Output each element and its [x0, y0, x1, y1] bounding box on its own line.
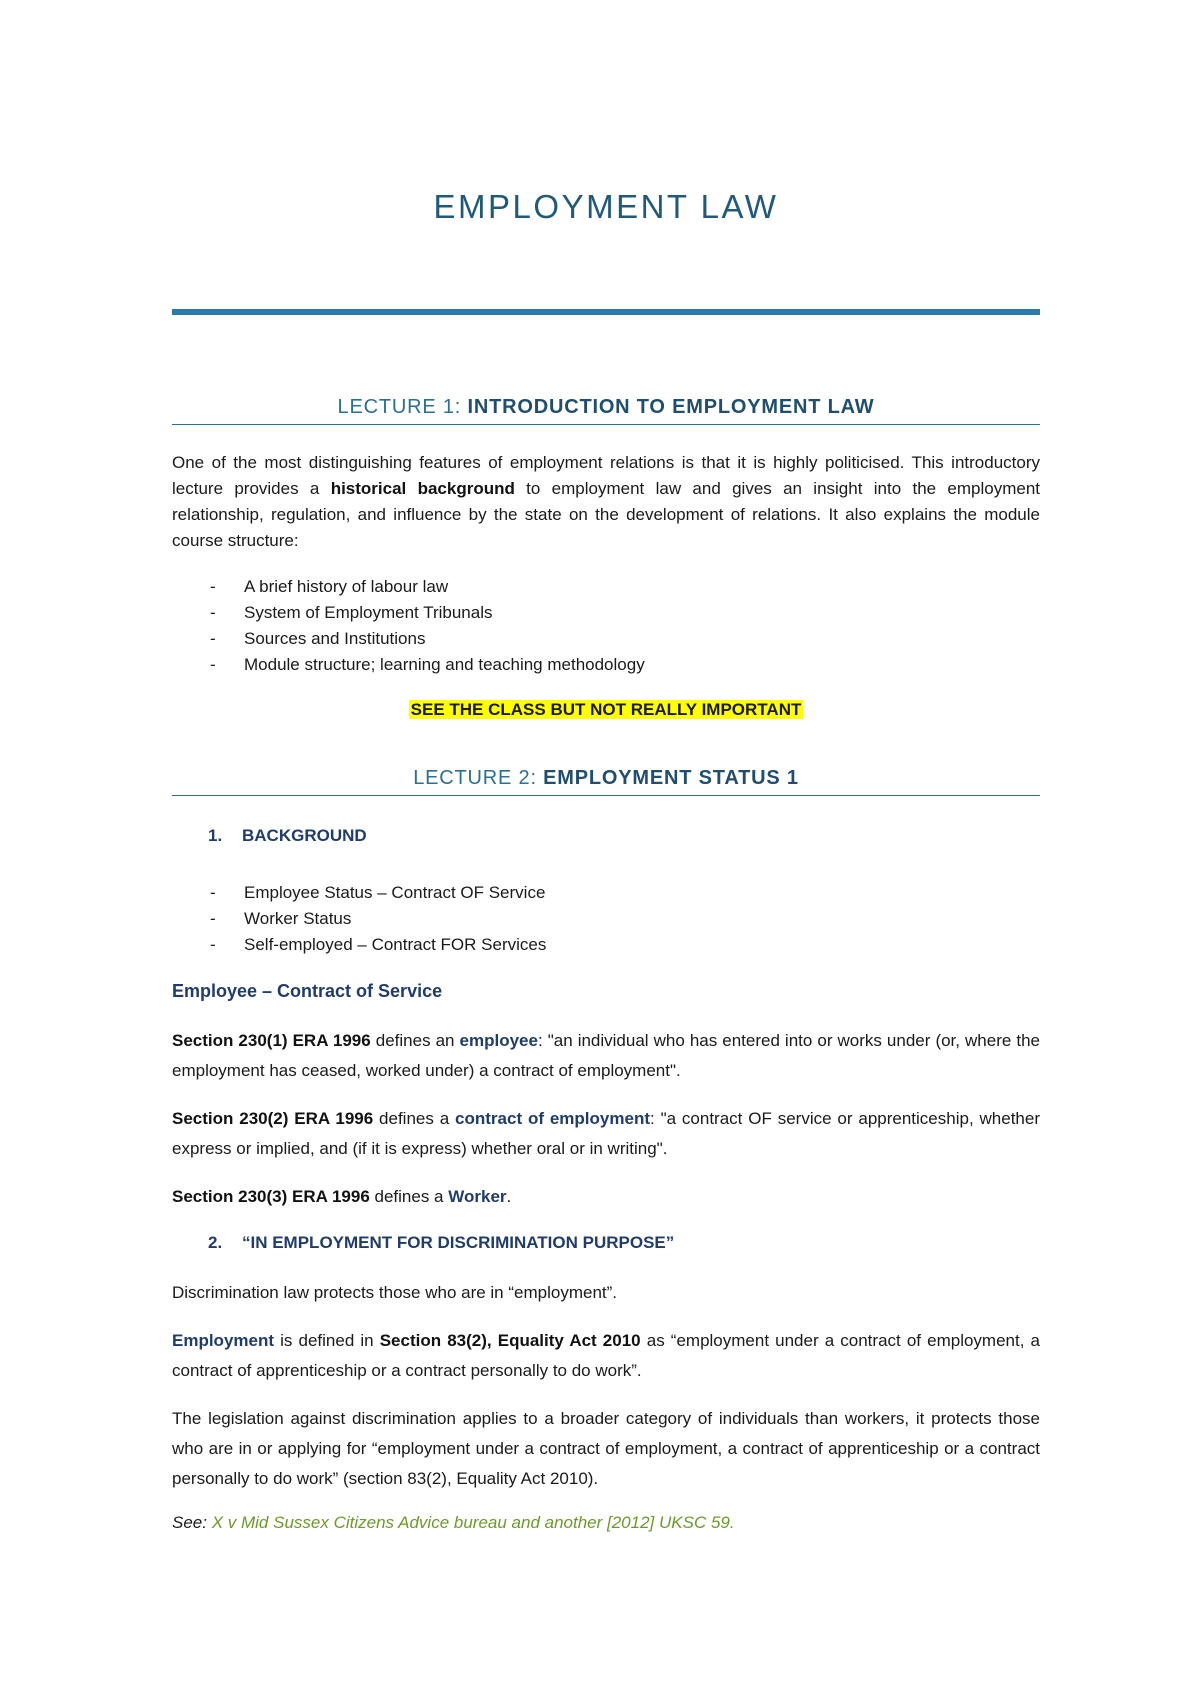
section-230-1-mid: defines an — [370, 1031, 460, 1050]
lecture-2-title: EMPLOYMENT STATUS 1 — [543, 767, 799, 789]
section-230-2-paragraph — [172, 1104, 1040, 1164]
list-item: - System of Employment Tribunals — [210, 600, 645, 626]
employment-definition-paragraph — [172, 1326, 1040, 1386]
employee-contract-heading: Employee – Contract of Service — [172, 981, 443, 1001]
list-item: - Sources and Institutions — [210, 626, 645, 652]
section-2-heading — [208, 1233, 674, 1253]
section-230-3-rest: . — [506, 1187, 512, 1206]
employee-term: employee — [459, 1031, 538, 1050]
section-2-number: 2. — [208, 1233, 223, 1252]
employment-definition-mid: is defined in — [274, 1331, 380, 1350]
employment-term: Employment — [172, 1331, 275, 1350]
section-230-3-paragraph — [172, 1182, 1040, 1212]
discrimination-paragraph: Discrimination law protects those who are in “employment”. — [172, 1283, 618, 1302]
see-separator: : — [202, 1513, 212, 1532]
case-reference — [172, 1513, 735, 1533]
lecture-1-heading — [172, 396, 1040, 425]
document-title: EMPLOYMENT LAW — [433, 188, 779, 225]
list-item: - Employee Status – Contract OF Service — [210, 880, 546, 906]
employment-definition-rest: as “employment under a contract of employment, a contract of apprenticeship or a contract personally to do work”. — [172, 1331, 1040, 1380]
section-230-1-ref: Section 230(1) ERA 1996 — [172, 1031, 371, 1050]
lecture-1-intro-text-a: One of the most distinguishing features of employment relations is that it is highly politicised. This introductory lecture provides a — [172, 453, 1040, 498]
case-citation: X v Mid Sussex Citizens Advice bureau and another [2012] UKSC 59. — [211, 1513, 735, 1532]
lecture-1-topic-list — [210, 574, 645, 678]
section-1-heading — [208, 826, 367, 846]
lecture-1-intro-bold: historical background — [330, 479, 515, 498]
section-1-number: 1. — [208, 826, 223, 845]
lecture-2-heading — [172, 767, 1040, 796]
highlighted-note — [172, 700, 1040, 720]
section-1-title: BACKGROUND — [242, 826, 367, 845]
section-230-3-mid: defines a — [369, 1187, 449, 1206]
employment-status-list — [210, 880, 546, 958]
title-divider — [172, 309, 1040, 315]
equality-act-ref: Section 83(2), Equality Act 2010 — [379, 1331, 641, 1350]
section-230-3-ref: Section 230(3) ERA 1996 — [172, 1187, 370, 1206]
section-230-1-rest: : "an individual who has entered into or works under (or, where the employment has ceased, worked under) a contract of employment". — [172, 1031, 1040, 1080]
section-230-2-rest: : "a contract OF service or apprenticeship, whether express or implied, and (if it is express) whether oral or in writing". — [172, 1109, 1041, 1158]
lecture-1-prefix: LECTURE 1: — [337, 396, 468, 418]
section-230-2-ref: Section 230(2) ERA 1996 — [172, 1109, 374, 1128]
highlighted-note-text: SEE THE CLASS BUT NOT REALLY IMPORTANT — [410, 700, 802, 719]
section-230-2-mid: defines a — [373, 1109, 456, 1128]
worker-term: Worker — [448, 1187, 507, 1206]
see-label: See — [172, 1513, 203, 1532]
section-2-title: “IN EMPLOYMENT FOR DISCRIMINATION PURPOSE” — [242, 1233, 675, 1252]
list-item: - Self-employed – Contract FOR Services — [210, 932, 546, 958]
lecture-1-intro-paragraph — [172, 450, 1040, 554]
section-230-1-paragraph — [172, 1026, 1040, 1086]
list-item: - A brief history of labour law — [210, 574, 645, 600]
contract-of-employment-term: contract of employment — [455, 1109, 650, 1128]
list-item: - Module structure; learning and teaching methodology — [210, 652, 645, 678]
legislation-paragraph: The legislation against discrimination applies to a broader category of individuals than workers, it protects those who are in or applying for “employment under a contract of employment, a contract of apprenticeship or a contract personally to do work” (section 83(2), Equality Act 2010). — [172, 1409, 1040, 1488]
lecture-2-prefix: LECTURE 2: — [413, 767, 544, 789]
lecture-1-intro-text-b: to employment law and gives an insight into the employment relationship, regulation, and influence by the state on the development of relations. It also explains the module course structure: — [172, 479, 1041, 550]
list-item: - Worker Status — [210, 906, 546, 932]
lecture-1-title: INTRODUCTION TO EMPLOYMENT LAW — [467, 396, 875, 418]
